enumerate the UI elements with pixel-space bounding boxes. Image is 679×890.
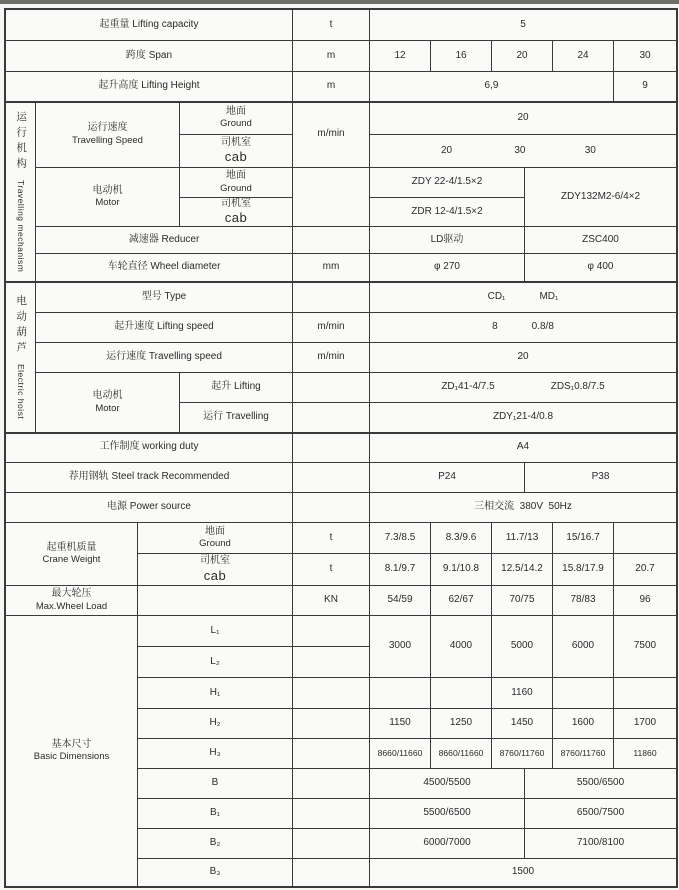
travelling-speed-label: [36, 102, 180, 168]
crane-weight-label: [6, 523, 138, 586]
electric-hoist-section-label: [6, 282, 36, 433]
dim-b2-unit-empty: [293, 829, 370, 859]
dim-b1-unit-empty: [293, 799, 370, 829]
span-value: 30: [614, 41, 676, 72]
dim-l-value: 4000: [431, 616, 492, 678]
dim-b1-left: 5500/6500: [370, 799, 525, 829]
weight-ground-value: 7.3/8.5: [370, 523, 431, 554]
dim-b3-label: B₃: [138, 859, 293, 886]
steel-track-left: P24: [370, 463, 525, 493]
lifting-capacity-value: 5: [370, 10, 676, 41]
weight-ground-value: 8.3/9.6: [431, 523, 492, 554]
lifting-capacity-unit: t: [293, 10, 370, 41]
lifting-height-value-30: 9: [614, 72, 676, 102]
weight-ground-value: 11.7/13: [492, 523, 553, 554]
hoist-motor-lifting-b: ZDS₁0.8/7.5: [550, 381, 605, 393]
wheel-diameter-label: 车轮直径 Wheel diameter: [36, 254, 293, 282]
hoist-motor-label: [36, 373, 180, 433]
dim-b1-label: B₁: [138, 799, 293, 829]
max-wheel-load-value: 70/75: [492, 586, 553, 616]
scan-edge-artifact: [0, 0, 679, 4]
travelling-mechanism-label-en: Travelling mechanism: [15, 179, 26, 273]
dim-h3-label: H₃: [138, 739, 293, 769]
max-wheel-load-value: 54/59: [370, 586, 431, 616]
weight-cab-label-en: cab: [203, 567, 227, 583]
dim-b3-value: 1500: [511, 866, 535, 878]
weight-ground-value: [614, 523, 676, 554]
motor-ground-value: ZDY 22-4/1.5×2: [370, 168, 525, 198]
hoist-lifting-speed-b: 0.8/8: [531, 321, 554, 333]
reducer-value-left: LD驱动: [370, 227, 525, 254]
speed-cab-value: 30: [514, 144, 526, 156]
max-wheel-load-value: 62/67: [431, 586, 492, 616]
max-wheel-load-value: 96: [614, 586, 676, 616]
travelling-mechanism-section-label: [6, 102, 36, 282]
dim-h2-value: 1250: [431, 709, 492, 739]
hoist-travelling-speed-value: 20: [370, 343, 676, 373]
dim-l1-unit-empty: [293, 616, 370, 647]
travelling-mechanism-label-cn: 运行机构: [15, 110, 28, 173]
weight-cab-value: 8.1/9.7: [370, 554, 431, 586]
hoist-motor-travelling-value: ZDY₁21-4/0.8: [370, 403, 676, 433]
speed-ground-label: [180, 102, 293, 135]
speed-cab-values: [370, 135, 676, 168]
span-unit: m: [293, 41, 370, 72]
motor-cab-label-cn: 司机室: [221, 198, 251, 209]
motor-merged-value: ZDY132M2-6/4×2: [525, 168, 676, 227]
reducer-unit-empty: [293, 227, 370, 254]
span-value: 12: [370, 41, 431, 72]
basic-dimensions-label-cn: 基本尺寸: [51, 738, 92, 750]
hoist-motor-lifting-a: ZD₁41-4/7.5: [441, 381, 495, 393]
dim-h2-unit-empty: [293, 709, 370, 739]
dim-h1-value: 1160: [492, 678, 553, 709]
speed-cab-label: [180, 135, 293, 168]
travel-motor-label: [36, 168, 180, 227]
motor-cab-value: ZDR 12-4/1.5×2: [370, 198, 525, 227]
dim-l-value: 3000: [370, 616, 431, 678]
weight-ground-value: 15/16.7: [553, 523, 614, 554]
travel-motor-label-en: Motor: [95, 197, 120, 209]
section-divider: [4, 432, 678, 434]
dim-h1-value: [431, 678, 492, 709]
working-duty-value: A4: [370, 433, 676, 463]
hoist-travelling-speed-unit: m/min: [293, 343, 370, 373]
hoist-lifting-speed-values: [370, 313, 676, 343]
working-duty-label: 工作制度 working duty: [6, 433, 293, 463]
dim-l2-unit-empty: [293, 647, 370, 678]
crane-weight-label-cn: 起重机质量: [46, 541, 97, 553]
section-divider: [4, 281, 678, 283]
dim-b-right: 5500/6500: [525, 769, 676, 799]
dim-b-left: 4500/5500: [370, 769, 525, 799]
max-wheel-load-unit: KN: [293, 586, 370, 616]
motor-ground-label-cn: 地面: [226, 170, 246, 182]
motor-cab-label: [180, 198, 293, 227]
weight-cab-value: 15.8/17.9: [553, 554, 614, 586]
dim-b2-left: 6000/7000: [370, 829, 525, 859]
dim-h1-value: [370, 678, 431, 709]
reducer-value-right: ZSC400: [525, 227, 676, 254]
dim-h3-value: 8760/11760: [492, 739, 553, 769]
steel-track-label: 荐用钢轨 Steel track Recommended: [6, 463, 293, 493]
wheel-diameter-unit: mm: [293, 254, 370, 282]
travelling-speed-unit: m/min: [293, 102, 370, 168]
weight-ground-label: [138, 523, 293, 554]
dim-h1-unit-empty: [293, 678, 370, 709]
dim-h1-value: [614, 678, 676, 709]
wheel-diameter-right: φ 400: [525, 254, 676, 282]
dim-h2-value: 1450: [492, 709, 553, 739]
span-value: 20: [492, 41, 553, 72]
dim-l-value: 7500: [614, 616, 676, 678]
span-value: 24: [553, 41, 614, 72]
max-wheel-load-sub-empty: [138, 586, 293, 616]
hoist-motor-lifting-label: 起升 Lifting: [180, 373, 293, 403]
hoist-type-value-a: CD₁: [487, 290, 506, 302]
crane-weight-label-en: Crane Weight: [42, 554, 101, 566]
speed-ground-value: 20: [370, 102, 676, 135]
hoist-lifting-speed-a: 8: [492, 321, 498, 333]
spec-table: [4, 8, 678, 888]
weight-ground-label-cn: 地面: [205, 525, 225, 537]
hoist-type-value-b: MD₁: [539, 290, 559, 302]
working-duty-unit-empty: [293, 433, 370, 463]
motor-ground-label-en: Ground: [220, 182, 252, 194]
dim-h3-value: 8760/11760: [553, 739, 614, 769]
hoist-motor-label-en: Motor: [95, 402, 120, 414]
max-wheel-load-label-en: Max.Wheel Load: [35, 600, 108, 612]
dim-b2-right: 7100/8100: [525, 829, 676, 859]
steel-track-right: P38: [525, 463, 676, 493]
weight-cab-label-cn: 司机室: [200, 555, 230, 567]
span-value: 16: [431, 41, 492, 72]
travelling-speed-label-en: Travelling Speed: [72, 134, 143, 146]
hoist-motor-travelling-unit-empty: [293, 403, 370, 433]
motor-unit-empty: [293, 168, 370, 227]
hoist-type-label: 型号 Type: [36, 282, 293, 313]
wheel-diameter-left: φ 270: [370, 254, 525, 282]
dim-h3-value: 11860: [614, 739, 676, 769]
weight-cab-label: [138, 554, 293, 586]
hoist-type-values: [370, 282, 676, 313]
dim-l2-label: L₂: [138, 647, 293, 678]
dim-h2-value: 1150: [370, 709, 431, 739]
section-divider: [4, 101, 678, 103]
steel-track-unit-empty: [293, 463, 370, 493]
lifting-height-label: 起升高度 Lifting Height: [6, 72, 293, 102]
travel-motor-label-cn: 电动机: [92, 184, 123, 196]
dim-h2-value: 1700: [614, 709, 676, 739]
dim-b2-label: B₂: [138, 829, 293, 859]
basic-dimensions-label: [6, 616, 138, 886]
hoist-travelling-speed-label: 运行速度 Travelling speed: [36, 343, 293, 373]
speed-cab-value: 20: [440, 144, 453, 156]
hoist-motor-label-cn: 电动机: [92, 390, 123, 402]
hoist-lifting-speed-unit: m/min: [293, 313, 370, 343]
dim-b-unit-empty: [293, 769, 370, 799]
dim-l-value: 6000: [553, 616, 614, 678]
weight-cab-value: 12.5/14.2: [492, 554, 553, 586]
dim-l1-label: L₁: [138, 616, 293, 647]
dim-h3-value: 8660/11660: [370, 739, 431, 769]
hoist-lifting-speed-label: 起升速度 Lifting speed: [36, 313, 293, 343]
weight-ground-label-en: Ground: [199, 538, 231, 550]
dim-b-label: B: [138, 769, 293, 799]
dim-h1-label: H₁: [138, 678, 293, 709]
weight-cab-value: 20.7: [614, 554, 676, 586]
dim-b3-unit-empty: [293, 859, 370, 886]
motor-cab-label-en: cab: [224, 210, 248, 226]
lifting-height-value-main: 6,9: [370, 72, 614, 102]
power-source-unit-empty: [293, 493, 370, 523]
weight-ground-unit: t: [293, 523, 370, 554]
hoist-type-unit-empty: [293, 282, 370, 313]
hoist-motor-lifting-values: [370, 373, 676, 403]
speed-ground-label-en: Ground: [220, 118, 252, 130]
basic-dimensions-label-en: Basic Dimensions: [33, 751, 110, 763]
power-source-label: 电源 Power source: [6, 493, 293, 523]
speed-cab-label-en: cab: [224, 149, 248, 165]
dim-b1-right: 6500/7500: [525, 799, 676, 829]
power-source-value: 三相交流 380V 50Hz: [370, 493, 676, 523]
motor-ground-label: [180, 168, 293, 198]
dim-h2-value: 1600: [553, 709, 614, 739]
reducer-label: 减速器 Reducer: [36, 227, 293, 254]
dim-h1-value: [553, 678, 614, 709]
span-label: 跨度 Span: [6, 41, 293, 72]
max-wheel-load-value: 78/83: [553, 586, 614, 616]
hoist-motor-lifting-unit-empty: [293, 373, 370, 403]
electric-hoist-label-cn: 电动葫芦: [15, 294, 28, 357]
dim-l-value: 5000: [492, 616, 553, 678]
electric-hoist-label-en: Electric hoist: [15, 363, 26, 420]
travelling-speed-label-cn: 运行速度: [87, 122, 128, 134]
max-wheel-load-label: [6, 586, 138, 616]
dim-h2-label: H₂: [138, 709, 293, 739]
lifting-capacity-label: 起重量 Lifting capacity: [6, 10, 293, 41]
max-wheel-load-label-cn: 最大轮压: [51, 588, 92, 600]
speed-ground-label-cn: 地面: [226, 105, 246, 117]
weight-cab-value: 9.1/10.8: [431, 554, 492, 586]
lifting-height-unit: m: [293, 72, 370, 102]
speed-cab-value: 30: [584, 144, 596, 156]
speed-cab-label-cn: 司机室: [221, 136, 251, 148]
dim-h3-unit-empty: [293, 739, 370, 769]
dim-h3-value: 8660/11660: [431, 739, 492, 769]
hoist-motor-travelling-label: 运行 Travelling: [180, 403, 293, 433]
weight-cab-unit: t: [293, 554, 370, 586]
